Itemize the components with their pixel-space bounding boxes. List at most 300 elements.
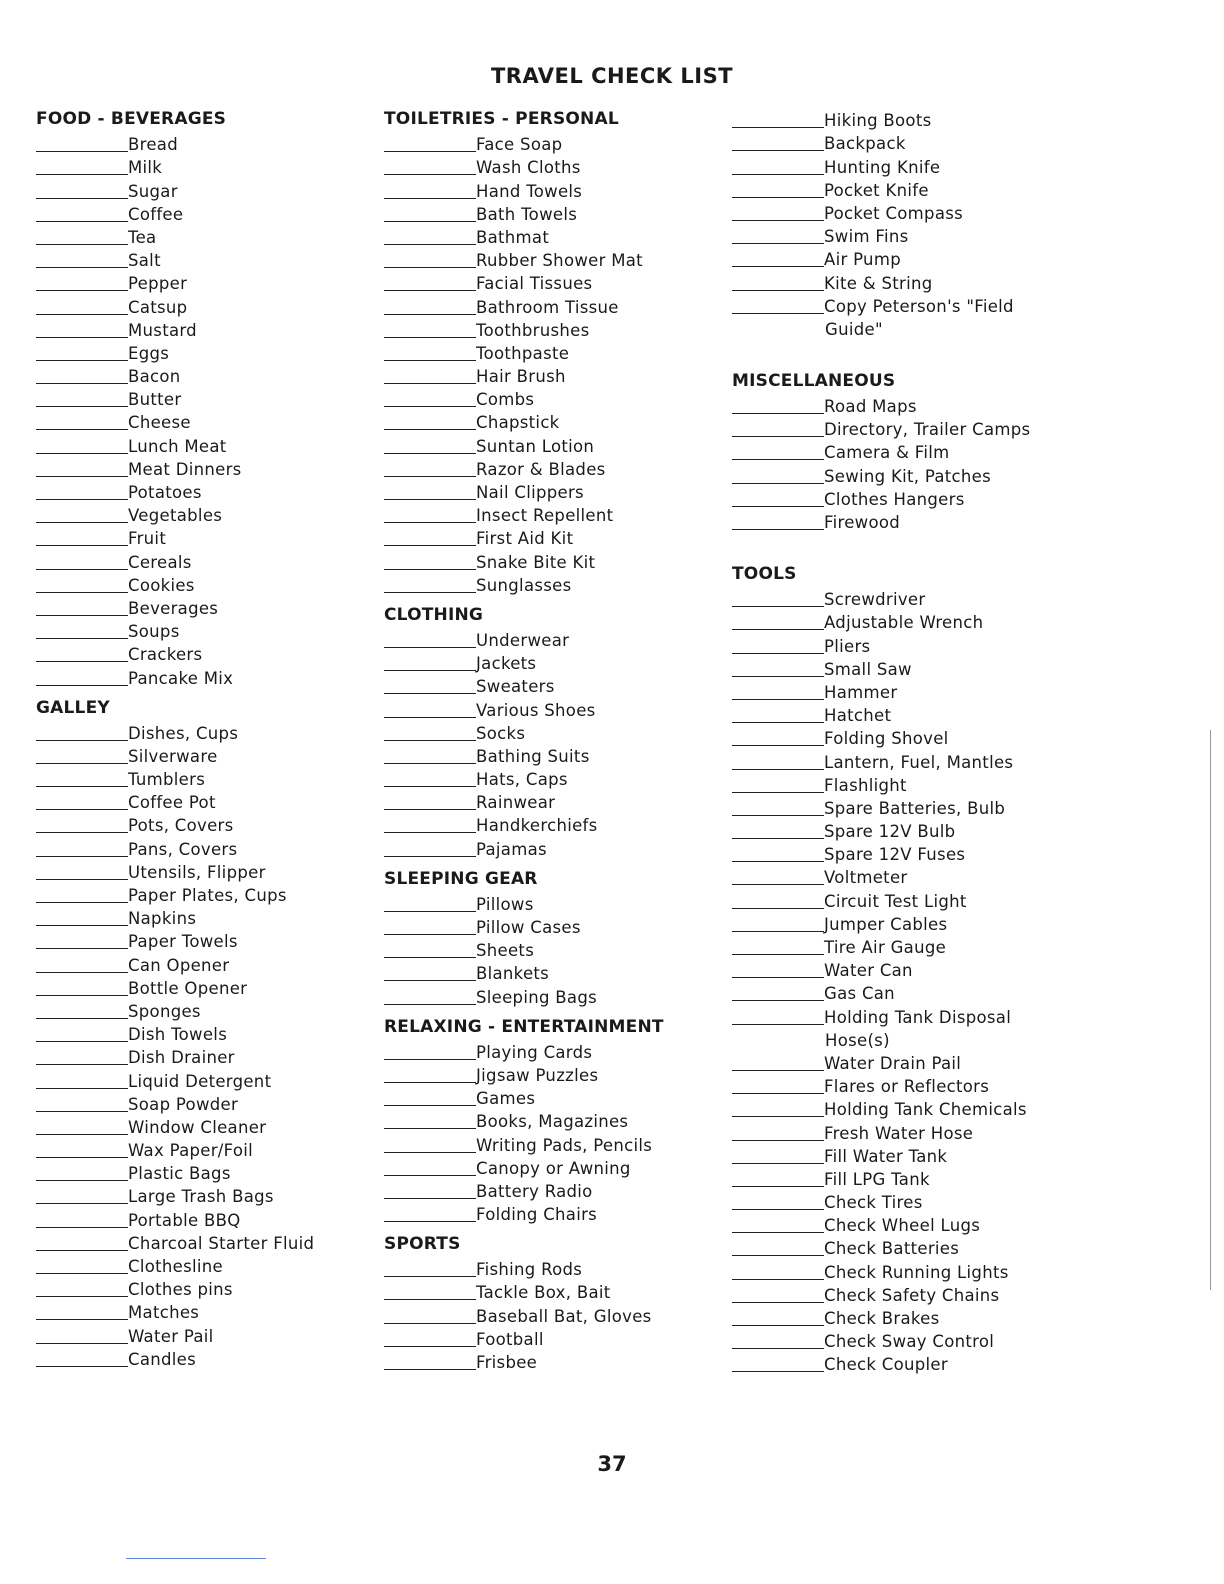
checklist-item [384, 480, 714, 503]
checklist-item [732, 726, 1062, 749]
check-blank-line[interactable] [732, 838, 824, 839]
check-blank-line[interactable] [36, 429, 128, 430]
check-blank-line[interactable] [36, 522, 128, 523]
checklist-item [36, 1022, 366, 1045]
item-label: Window Cleaner [128, 1117, 267, 1137]
check-blank-line[interactable] [36, 499, 128, 500]
check-blank-line[interactable] [36, 545, 128, 546]
item-label: Screwdriver [824, 590, 926, 610]
checklist-item [384, 387, 714, 410]
item-label: Candles [128, 1349, 196, 1369]
check-blank-line[interactable] [732, 1186, 824, 1187]
item-label: Snake Bite Kit [476, 552, 596, 572]
check-blank-line[interactable] [732, 931, 824, 932]
item-label: Silverware [128, 746, 218, 766]
checklist-item [36, 767, 366, 790]
section-tools [732, 563, 1062, 1375]
item-label: Pots, Covers [128, 816, 234, 836]
checklist-item [732, 610, 1062, 633]
check-blank-line[interactable] [384, 809, 476, 810]
item-label: Air Pump [824, 250, 901, 270]
checklist-item [36, 1045, 366, 1068]
check-blank-line[interactable] [36, 360, 128, 361]
check-blank-line[interactable] [384, 980, 476, 981]
checklist-item [36, 248, 366, 271]
section-heading: TOOLS [732, 564, 797, 584]
check-blank-line[interactable] [732, 792, 824, 793]
item-label: Blankets [476, 964, 550, 984]
checklist-item [384, 549, 714, 572]
section-heading: SPORTS [384, 1234, 461, 1255]
check-blank-line[interactable] [36, 1319, 128, 1320]
checklist-item [732, 633, 1062, 656]
check-blank-line[interactable] [384, 244, 476, 245]
item-label: Sewing Kit, Patches [824, 466, 992, 486]
item-label: Bacon [128, 367, 181, 387]
item-label: Eggs [128, 343, 170, 363]
checklist-item [384, 364, 714, 387]
section-food-beverages [36, 108, 366, 689]
check-blank-line[interactable] [384, 151, 476, 152]
check-blank-line[interactable] [36, 902, 128, 903]
item-label: Handkerchiefs [476, 816, 598, 836]
check-blank-line[interactable] [36, 314, 128, 315]
checklist-item [36, 457, 366, 480]
item-label: Clothes Hangers [824, 489, 965, 509]
check-blank-line[interactable] [36, 1366, 128, 1367]
item-label: Toothpaste [476, 343, 570, 363]
check-blank-line[interactable] [36, 615, 128, 616]
checklist-item [36, 790, 366, 813]
check-blank-line[interactable] [384, 1299, 476, 1300]
check-blank-line[interactable] [732, 506, 824, 507]
item-label: Fill LPG Tank [824, 1169, 930, 1189]
check-blank-line[interactable] [732, 243, 824, 244]
checklist-item [384, 202, 714, 225]
check-blank-line[interactable] [36, 1343, 128, 1344]
check-blank-line[interactable] [384, 1004, 476, 1005]
section-heading: RELAXING - ENTERTAINMENT [384, 1016, 664, 1037]
check-blank-line[interactable] [36, 1296, 128, 1297]
item-label: Lunch Meat [128, 436, 227, 456]
checklist-item [732, 510, 1062, 533]
checklist-item [384, 1086, 714, 1109]
item-label: Plastic Bags [128, 1164, 231, 1184]
checklist-item [384, 836, 714, 859]
check-blank-line[interactable] [36, 1203, 128, 1204]
item-label: Clothes pins [128, 1280, 233, 1300]
checklist-item [384, 433, 714, 456]
check-blank-line[interactable] [384, 1221, 476, 1222]
check-blank-line[interactable] [36, 290, 128, 291]
check-blank-line[interactable] [36, 406, 128, 407]
item-label: Insect Repellent [476, 506, 614, 526]
check-blank-line[interactable] [732, 1024, 824, 1025]
item-label: Bathing Suits [476, 746, 590, 766]
check-blank-line[interactable] [36, 592, 128, 593]
check-blank-line[interactable] [732, 908, 824, 909]
check-blank-line[interactable] [36, 221, 128, 222]
checklist-item [36, 999, 366, 1022]
item-label: Check Sway Control [824, 1332, 995, 1352]
item-label: Soups [128, 622, 180, 642]
check-blank-line[interactable] [36, 1064, 128, 1065]
check-blank-line[interactable] [36, 661, 128, 662]
check-blank-line[interactable] [384, 198, 476, 199]
item-label: Bathroom Tissue [476, 297, 619, 317]
checklist-item [36, 860, 366, 883]
item-label: Rainwear [476, 793, 556, 813]
check-blank-line[interactable] [384, 1059, 476, 1060]
check-blank-line[interactable] [732, 1325, 824, 1326]
check-blank-line[interactable] [732, 722, 824, 723]
check-blank-line[interactable] [732, 1070, 824, 1071]
check-blank-line[interactable] [732, 606, 824, 607]
check-blank-line[interactable] [732, 769, 824, 770]
item-label: Utensils, Flipper [128, 862, 266, 882]
item-label: Fresh Water Hose [824, 1123, 974, 1143]
section-sleeping-gear [384, 868, 714, 1008]
page-number: 37 [597, 1452, 627, 1476]
checklist-item [36, 1138, 366, 1161]
item-label: Matches [128, 1303, 200, 1323]
item-label: Sheets [476, 941, 535, 961]
item-label: Pocket Compass [824, 203, 964, 223]
checklist-item [36, 952, 366, 975]
check-blank-line[interactable] [36, 174, 128, 175]
check-blank-line[interactable] [36, 1273, 128, 1274]
checklist-item [36, 813, 366, 836]
item-label: Toothbrushes [476, 320, 590, 340]
check-blank-line[interactable] [384, 1082, 476, 1083]
item-label: Hair Brush [476, 367, 566, 387]
checklist-item [36, 1068, 366, 1091]
check-blank-line[interactable] [36, 809, 128, 810]
check-blank-line[interactable] [384, 1369, 476, 1370]
check-blank-line[interactable] [384, 717, 476, 718]
check-blank-line[interactable] [732, 266, 824, 267]
checklist-item [36, 480, 366, 503]
item-label: Potatoes [128, 483, 202, 502]
check-blank-line[interactable] [384, 383, 476, 384]
check-blank-line[interactable] [384, 290, 476, 291]
check-blank-line[interactable] [36, 151, 128, 152]
checklist-item [36, 619, 366, 642]
check-blank-line[interactable] [732, 1348, 824, 1349]
check-blank-line[interactable] [732, 1209, 824, 1210]
checklist-item [732, 958, 1062, 981]
check-blank-line[interactable] [732, 127, 824, 128]
checklist-item [732, 1074, 1062, 1097]
item-label: Dishes, Cups [128, 723, 239, 743]
item-label: Canopy or Awning [476, 1158, 631, 1178]
check-blank-line[interactable] [732, 815, 824, 816]
check-blank-line[interactable] [384, 592, 476, 593]
checklist-item [36, 1161, 366, 1184]
check-blank-line[interactable] [36, 1088, 128, 1089]
item-label: Camera & Film [824, 443, 950, 463]
check-blank-line[interactable] [36, 925, 128, 926]
item-label: Paper Plates, Cups [128, 886, 287, 905]
checklist-item [732, 912, 1062, 935]
check-blank-line[interactable] [732, 884, 824, 885]
check-blank-line[interactable] [36, 638, 128, 639]
checklist-item [384, 271, 714, 294]
check-blank-line[interactable] [36, 1111, 128, 1112]
check-blank-line[interactable] [36, 763, 128, 764]
checklist-item [732, 131, 1062, 154]
item-label: Pajamas [476, 839, 547, 859]
item-label: Pillow Cases [476, 918, 581, 937]
check-blank-line[interactable] [384, 832, 476, 833]
item-label: Flares or Reflectors [824, 1077, 990, 1097]
check-blank-line[interactable] [384, 476, 476, 477]
check-blank-line[interactable] [732, 1163, 824, 1164]
item-label: Catsup [128, 297, 188, 317]
check-blank-line[interactable] [384, 1276, 476, 1277]
item-label: Baseball Bat, Gloves [476, 1306, 652, 1326]
check-blank-line[interactable] [36, 948, 128, 949]
check-blank-line[interactable] [732, 1232, 824, 1233]
check-blank-line[interactable] [36, 476, 128, 477]
check-blank-line[interactable] [384, 221, 476, 222]
checklist-item [36, 155, 366, 178]
check-blank-line[interactable] [384, 740, 476, 741]
check-blank-line[interactable] [732, 861, 824, 862]
check-blank-line[interactable] [732, 1116, 824, 1117]
check-blank-line[interactable] [384, 693, 476, 694]
check-blank-line[interactable] [36, 832, 128, 833]
checklist-item [36, 1092, 366, 1115]
checklist-item [732, 680, 1062, 703]
checklist-item [384, 767, 714, 790]
check-blank-line[interactable] [732, 436, 824, 437]
checklist-item [384, 1040, 714, 1063]
item-label: Cookies [128, 575, 195, 595]
check-blank-line[interactable] [36, 267, 128, 268]
checklist-item [732, 773, 1062, 796]
check-blank-line[interactable] [384, 1152, 476, 1153]
item-label: Water Drain Pail [824, 1053, 962, 1073]
check-blank-line[interactable] [384, 1175, 476, 1176]
check-blank-line[interactable] [732, 1140, 824, 1141]
check-blank-line[interactable] [384, 1323, 476, 1324]
item-label: Mustard [128, 320, 197, 340]
check-blank-line[interactable] [36, 972, 128, 973]
checklist-item [36, 573, 366, 596]
item-label: Crackers [128, 645, 203, 665]
check-blank-line[interactable] [384, 453, 476, 454]
item-label: Copy Peterson's "Field [824, 296, 1014, 316]
check-blank-line[interactable] [36, 1180, 128, 1181]
check-blank-line[interactable] [384, 569, 476, 570]
check-blank-line[interactable] [732, 1371, 824, 1372]
check-blank-line[interactable] [384, 647, 476, 648]
page-title: TRAVEL CHECK LIST [490, 64, 734, 88]
check-blank-line[interactable] [732, 150, 824, 151]
check-blank-line[interactable] [384, 934, 476, 935]
item-label: Spare 12V Bulb [824, 822, 956, 842]
checklist-item [36, 1254, 366, 1277]
section-sports [384, 1233, 714, 1373]
item-label: Frisbee [476, 1353, 538, 1372]
check-blank-line[interactable] [384, 911, 476, 912]
item-label: Jackets [476, 654, 537, 674]
check-blank-line[interactable] [36, 569, 128, 570]
check-blank-line[interactable] [384, 786, 476, 787]
bottom-rule [126, 1558, 266, 1559]
check-blank-line[interactable] [732, 529, 824, 530]
check-blank-line[interactable] [36, 685, 128, 686]
section-heading: CLOTHING [384, 604, 484, 625]
check-blank-line[interactable] [36, 856, 128, 857]
check-blank-line[interactable] [732, 1093, 824, 1094]
checklist-item [732, 224, 1062, 247]
check-blank-line[interactable] [732, 977, 824, 978]
check-blank-line[interactable] [384, 1105, 476, 1106]
check-blank-line[interactable] [384, 314, 476, 315]
check-blank-line[interactable] [36, 1018, 128, 1019]
item-label: Playing Cards [476, 1042, 593, 1062]
checklist-item [732, 819, 1062, 842]
check-blank-line[interactable] [732, 745, 824, 746]
checklist-item [732, 1097, 1062, 1120]
item-label: Check Coupler [824, 1355, 948, 1375]
check-blank-line[interactable] [732, 676, 824, 677]
check-blank-line[interactable] [384, 267, 476, 268]
checklist-item [36, 906, 366, 929]
check-blank-line[interactable] [384, 763, 476, 764]
check-blank-line[interactable] [732, 1000, 824, 1001]
check-blank-line[interactable] [36, 995, 128, 996]
item-label: Coffee [128, 204, 184, 224]
check-blank-line[interactable] [732, 174, 824, 175]
checklist-item [732, 749, 1062, 772]
check-blank-line[interactable] [384, 1346, 476, 1347]
check-blank-line[interactable] [384, 406, 476, 407]
check-blank-line[interactable] [732, 313, 824, 314]
checklist-item [36, 549, 366, 572]
check-blank-line[interactable] [732, 1279, 824, 1280]
item-label: Games [476, 1089, 536, 1109]
checklist-item [36, 526, 366, 549]
checklist-item [732, 1236, 1062, 1259]
checklist-item [36, 433, 366, 456]
item-label: Charcoal Starter Fluid [128, 1233, 315, 1253]
check-blank-line[interactable] [36, 1041, 128, 1042]
check-blank-line[interactable] [732, 1302, 824, 1303]
check-blank-line[interactable] [732, 954, 824, 955]
checklist-item [384, 1280, 714, 1303]
check-blank-line[interactable] [384, 522, 476, 523]
item-label: Water Can [824, 961, 913, 981]
check-blank-line[interactable] [732, 629, 824, 630]
check-blank-line[interactable] [36, 740, 128, 741]
check-blank-line[interactable] [732, 483, 824, 484]
item-label: Holding Tank Chemicals [824, 1100, 1027, 1120]
section-clothing [384, 604, 714, 860]
check-blank-line[interactable] [732, 699, 824, 700]
checklist-item [732, 888, 1062, 911]
check-blank-line[interactable] [36, 453, 128, 454]
item-label: Spare 12V Fuses [824, 845, 966, 865]
check-blank-line[interactable] [732, 413, 824, 414]
check-blank-line[interactable] [732, 653, 824, 654]
check-blank-line[interactable] [732, 459, 824, 460]
check-blank-line[interactable] [384, 957, 476, 958]
checklist-item [732, 1004, 1062, 1027]
checklist-item [384, 674, 714, 697]
checklist-item [732, 657, 1062, 680]
item-label: Fruit [128, 529, 167, 549]
checklist-item [732, 1283, 1062, 1306]
item-label: Wax Paper/Foil [128, 1141, 254, 1161]
check-blank-line[interactable] [36, 786, 128, 787]
checklist-item [384, 938, 714, 961]
check-blank-line[interactable] [384, 545, 476, 546]
checklist-item [384, 1327, 714, 1350]
check-blank-line[interactable] [732, 197, 824, 198]
item-label: Dish Drainer [128, 1048, 235, 1068]
check-blank-line[interactable] [384, 360, 476, 361]
checklist-item [384, 744, 714, 767]
check-blank-line[interactable] [384, 1128, 476, 1129]
check-blank-line[interactable] [36, 879, 128, 880]
checklist-item [36, 503, 366, 526]
checklist-item [732, 1306, 1062, 1329]
checklist-item [384, 1109, 714, 1132]
check-blank-line[interactable] [36, 1134, 128, 1135]
column-3 [732, 108, 1062, 1383]
check-blank-line[interactable] [384, 1198, 476, 1199]
check-blank-line[interactable] [36, 198, 128, 199]
check-blank-line[interactable] [36, 1157, 128, 1158]
item-label: Football [476, 1329, 544, 1349]
check-blank-line[interactable] [384, 174, 476, 175]
item-label: Bottle Opener [128, 978, 248, 998]
item-label: Suntan Lotion [476, 436, 595, 456]
check-blank-line[interactable] [36, 244, 128, 245]
check-blank-line[interactable] [384, 337, 476, 338]
checklist-item [384, 1156, 714, 1179]
item-label: Face Soap [476, 135, 563, 155]
check-blank-line[interactable] [384, 856, 476, 857]
item-label: Cheese [128, 413, 191, 433]
check-blank-line[interactable] [36, 337, 128, 338]
section-toiletries-personal [384, 108, 714, 596]
item-label: Jigsaw Puzzles [476, 1065, 599, 1085]
check-blank-line[interactable] [384, 499, 476, 500]
item-label: Adjustable Wrench [824, 613, 984, 633]
check-blank-line[interactable] [732, 1255, 824, 1256]
item-label: Rubber Shower Mat [476, 251, 643, 271]
item-label: Sponges [128, 1001, 201, 1021]
check-blank-line[interactable] [384, 429, 476, 430]
check-blank-line[interactable] [36, 383, 128, 384]
check-blank-line[interactable] [732, 220, 824, 221]
item-label-continuation: Hose(s) [825, 1030, 890, 1050]
checklist-item [732, 270, 1062, 293]
checklist-item [36, 178, 366, 201]
check-blank-line[interactable] [384, 670, 476, 671]
checklist-item [36, 1231, 366, 1254]
section-heading: SLEEPING GEAR [384, 868, 538, 889]
check-blank-line[interactable] [36, 1227, 128, 1228]
item-label: Voltmeter [824, 868, 908, 888]
check-blank-line[interactable] [36, 1250, 128, 1251]
check-blank-line[interactable] [732, 290, 824, 291]
item-label-continuation: Guide" [825, 319, 883, 339]
